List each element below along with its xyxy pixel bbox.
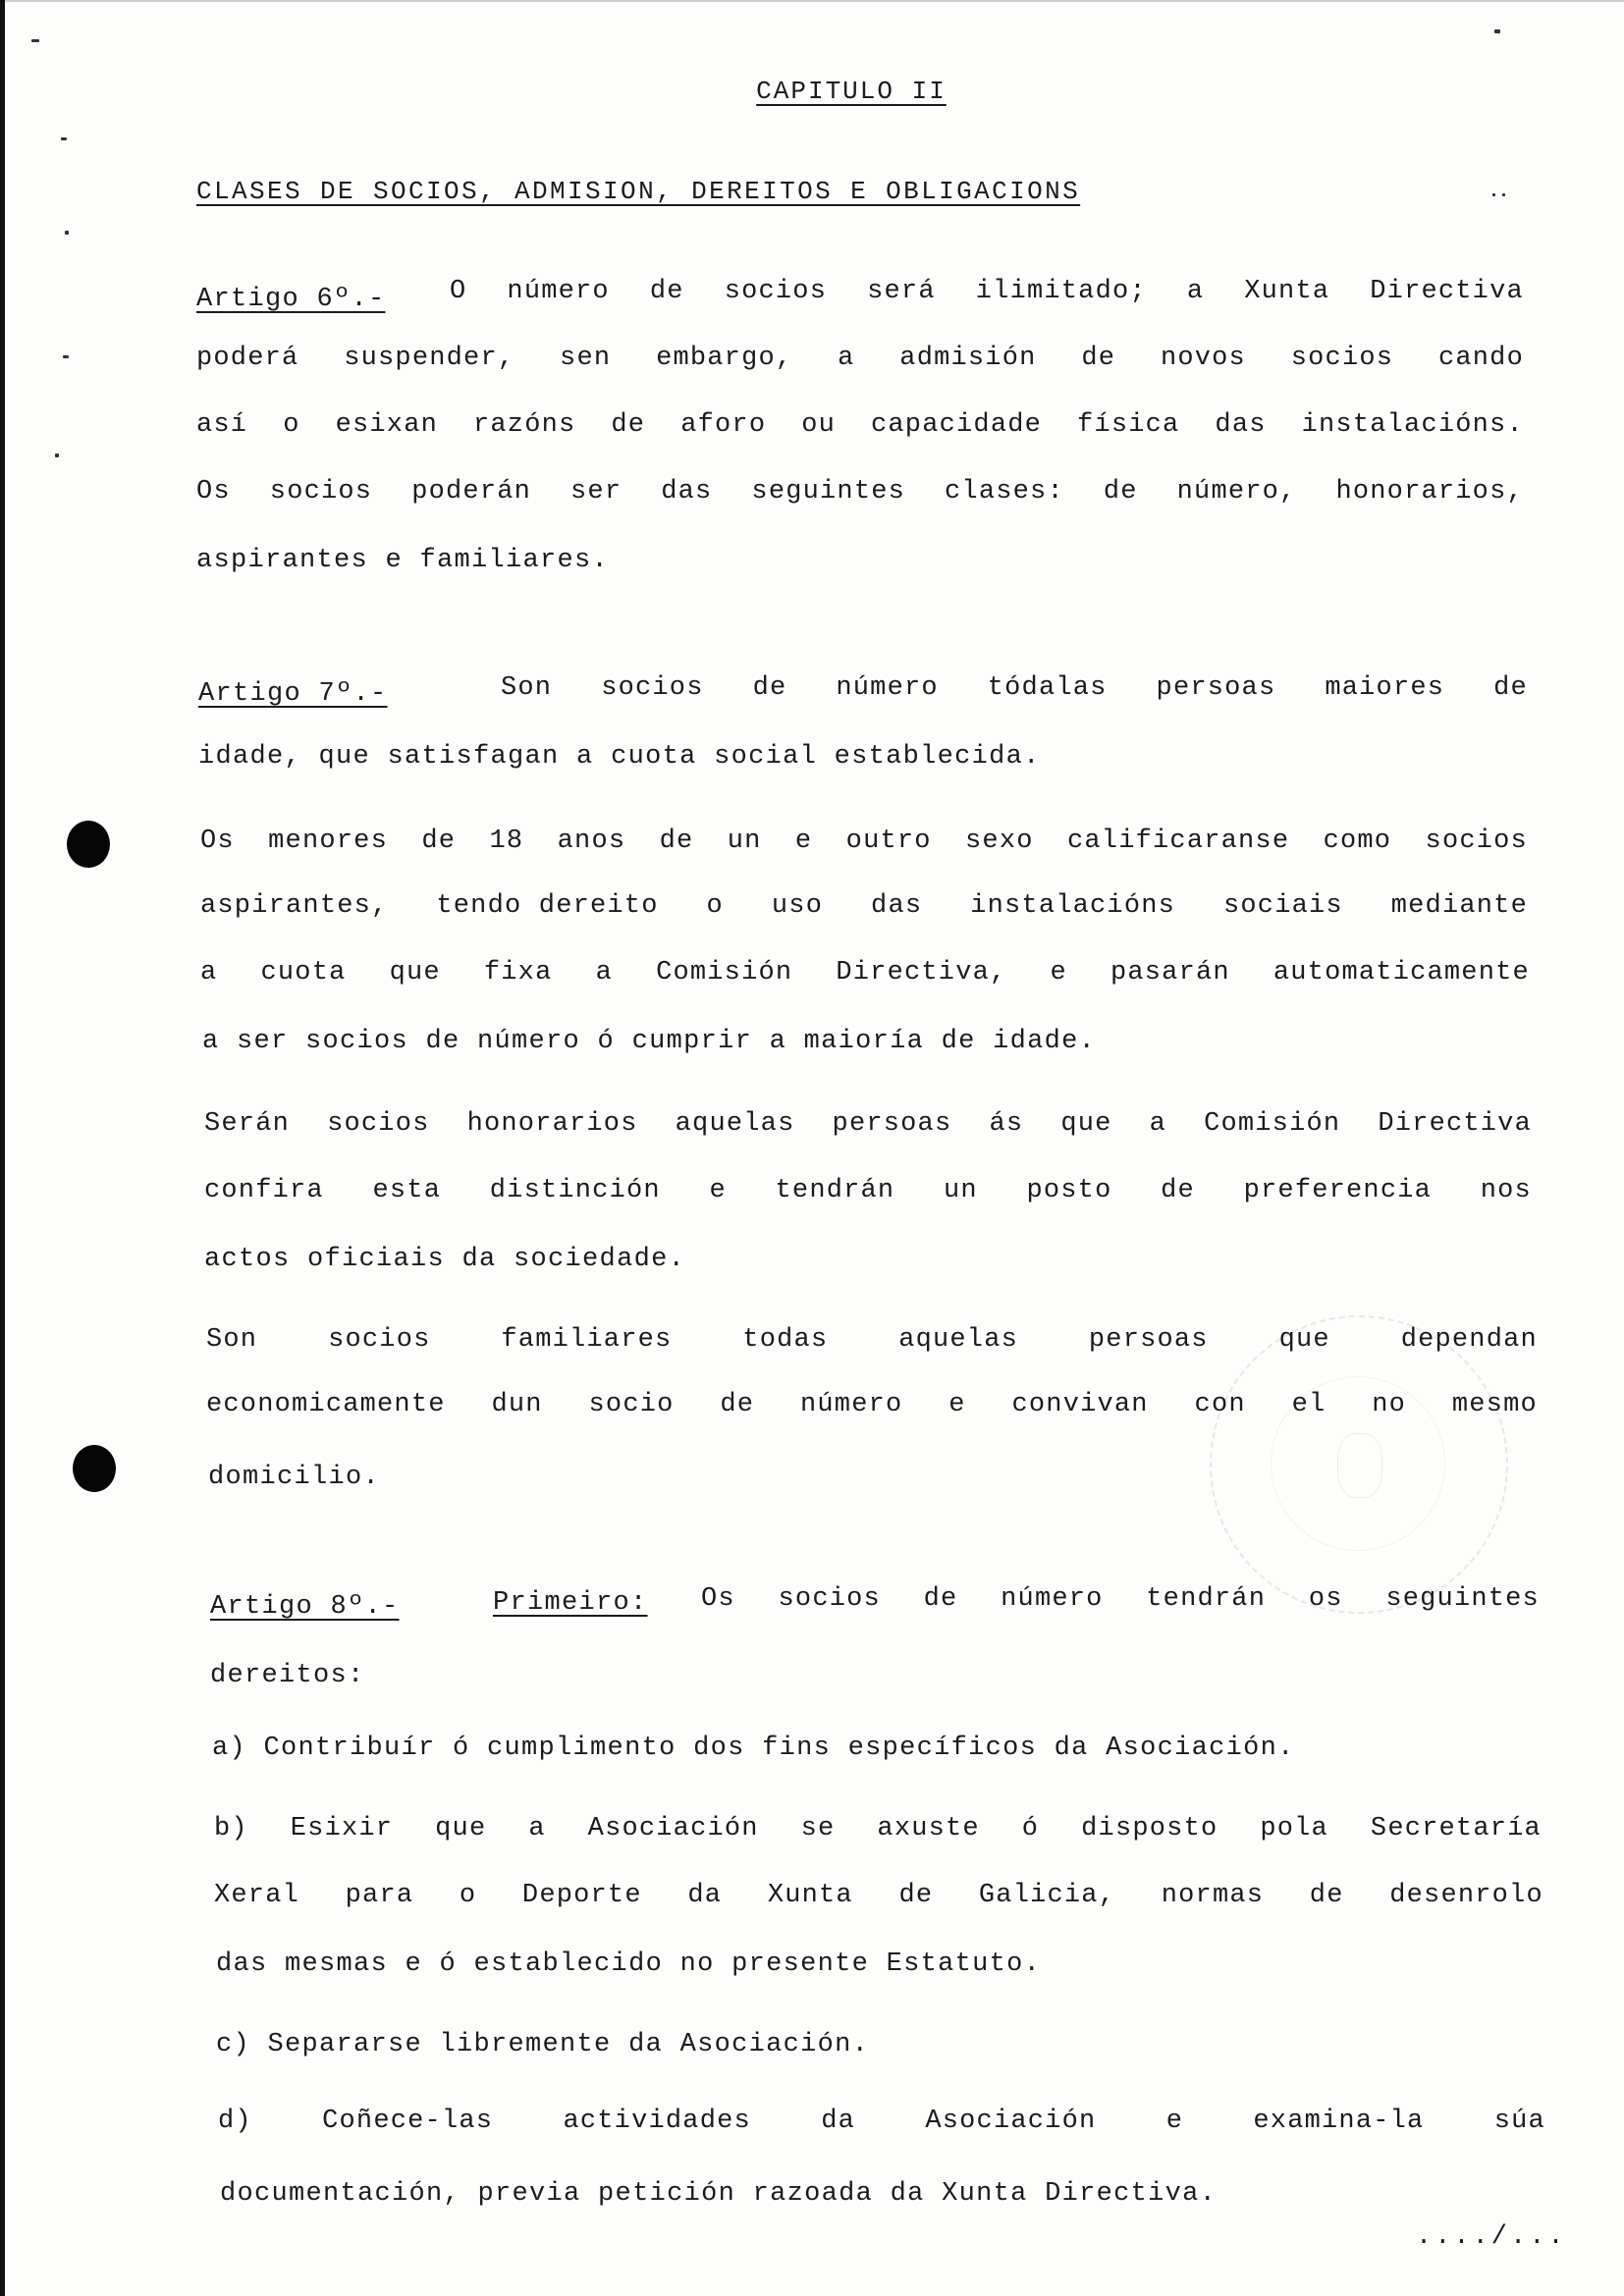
seal-emblem bbox=[1337, 1433, 1382, 1498]
word: se bbox=[800, 1814, 836, 1843]
word: de bbox=[898, 1881, 934, 1910]
article-7-line-2: idade, que satisfagan a cuota social establecida. bbox=[198, 742, 1041, 772]
chapter-title: CAPITULO II bbox=[756, 77, 947, 106]
word: socios bbox=[724, 277, 828, 306]
word: familiares bbox=[501, 1325, 673, 1355]
article-8-item-d-line-1 bbox=[218, 2107, 1545, 2136]
word: aspirantes, bbox=[200, 891, 389, 921]
word: a bbox=[595, 958, 613, 988]
word: menores bbox=[268, 827, 388, 856]
article-7-line-10 bbox=[206, 1325, 1538, 1355]
word: número bbox=[800, 1390, 903, 1419]
word: Os bbox=[196, 477, 231, 507]
word: ás bbox=[989, 1109, 1024, 1139]
word: tendrán bbox=[1146, 1584, 1267, 1614]
article-8-line-2: dereitos: bbox=[210, 1661, 365, 1690]
word: Xunta bbox=[767, 1881, 853, 1910]
word: Directiva bbox=[1370, 277, 1524, 306]
word: de bbox=[1493, 673, 1528, 703]
word: Asociación bbox=[925, 2107, 1097, 2136]
article-7-line-11 bbox=[206, 1390, 1538, 1419]
word: Comisión bbox=[1204, 1109, 1341, 1139]
word: socio bbox=[588, 1390, 675, 1419]
word: e bbox=[948, 1390, 966, 1419]
article-8-item-b-line-2 bbox=[214, 1881, 1543, 1910]
word: de bbox=[1309, 1881, 1344, 1910]
word: persoas bbox=[1088, 1325, 1209, 1355]
word: todas bbox=[742, 1325, 829, 1355]
word: cuota bbox=[260, 958, 347, 988]
word: das bbox=[1215, 410, 1267, 440]
article-8-line-1 bbox=[701, 1584, 1540, 1614]
word: o bbox=[283, 410, 300, 440]
scan-speck bbox=[61, 137, 67, 140]
word: esta bbox=[372, 1176, 442, 1205]
page-continuation-mark: ..../... bbox=[1416, 2222, 1567, 2252]
word: e bbox=[1050, 958, 1067, 988]
word: socios bbox=[1290, 344, 1394, 373]
word: socios bbox=[1425, 827, 1528, 856]
word: posto bbox=[1026, 1176, 1112, 1205]
word: actividades bbox=[563, 2107, 751, 2136]
article-7-line-12: domicilio. bbox=[208, 1463, 381, 1492]
word: desenrolo bbox=[1389, 1881, 1543, 1910]
word: cando bbox=[1437, 344, 1524, 373]
word: mediante bbox=[1390, 891, 1528, 921]
punch-hole-bottom bbox=[73, 1445, 116, 1492]
article-6-label: Artigo 6º.- bbox=[196, 285, 386, 314]
word: outro bbox=[845, 827, 932, 856]
word: das bbox=[661, 477, 713, 507]
article-7-label: Artigo 7º.- bbox=[198, 679, 388, 709]
word: súa bbox=[1493, 2107, 1545, 2136]
article-7-line-4 bbox=[200, 891, 1528, 921]
word: distinción bbox=[489, 1176, 661, 1205]
word: Os bbox=[200, 827, 235, 856]
word: poderán bbox=[411, 477, 532, 507]
word: socios bbox=[269, 477, 373, 507]
article-6-line-4 bbox=[196, 477, 1524, 507]
word: Son bbox=[501, 673, 553, 703]
word: tendo dereito bbox=[436, 891, 659, 921]
faded-seal-stamp bbox=[1210, 1315, 1508, 1614]
article-7-line-5 bbox=[200, 958, 1530, 988]
word: persoas bbox=[832, 1109, 952, 1139]
word: de bbox=[752, 673, 787, 703]
word: a bbox=[1186, 277, 1205, 306]
word: da bbox=[687, 1881, 723, 1910]
word: 18 bbox=[489, 827, 524, 856]
word: pola bbox=[1260, 1814, 1328, 1843]
word: como bbox=[1323, 827, 1392, 856]
word: que bbox=[435, 1814, 487, 1843]
word: el bbox=[1291, 1390, 1326, 1419]
word: capacidade bbox=[871, 410, 1043, 440]
word: d) bbox=[218, 2107, 252, 2136]
word: de bbox=[720, 1390, 755, 1419]
word: de bbox=[649, 277, 684, 306]
word: Galicia, bbox=[978, 1881, 1116, 1910]
word: socios bbox=[328, 1325, 431, 1355]
word: de bbox=[1161, 1176, 1195, 1205]
article-7-line-1 bbox=[501, 673, 1528, 703]
word: aquelas bbox=[898, 1325, 1019, 1355]
scan-left-edge bbox=[0, 0, 5, 2296]
article-7-line-8 bbox=[204, 1176, 1532, 1205]
word: número bbox=[1001, 1584, 1104, 1614]
word: persoas bbox=[1156, 673, 1276, 703]
word: da bbox=[821, 2107, 856, 2136]
word: Os bbox=[701, 1584, 735, 1614]
word: confira bbox=[204, 1176, 324, 1205]
scan-speck bbox=[1492, 193, 1495, 196]
word: física bbox=[1077, 410, 1180, 440]
word: no bbox=[1372, 1390, 1407, 1419]
word: e bbox=[1165, 2107, 1184, 2136]
article-8-item-d-line-2: documentación, previa petición razoada da Xunta Directiva. bbox=[220, 2179, 1218, 2209]
word: mesmo bbox=[1451, 1390, 1538, 1419]
word: sexo bbox=[965, 827, 1034, 856]
article-7-line-7 bbox=[204, 1109, 1532, 1139]
word: Directiva, bbox=[836, 958, 1007, 988]
article-7-line-6: a ser socios de número ó cumprir a maioría de idade. bbox=[202, 1027, 1097, 1056]
word: das bbox=[871, 891, 923, 921]
word: convivan bbox=[1011, 1390, 1149, 1419]
word: que bbox=[1278, 1325, 1330, 1355]
word: socios bbox=[601, 673, 704, 703]
word: honorarios bbox=[466, 1109, 638, 1139]
word: honorarios, bbox=[1335, 477, 1524, 507]
word: e bbox=[794, 827, 813, 856]
word: clases: bbox=[945, 477, 1064, 507]
word: Coñece-las bbox=[322, 2107, 494, 2136]
word: Directiva bbox=[1378, 1109, 1532, 1139]
word: fixa bbox=[483, 958, 553, 988]
scan-speck bbox=[1502, 193, 1505, 196]
word: ilimitado; bbox=[975, 277, 1147, 306]
word: que bbox=[389, 958, 441, 988]
word: de bbox=[1081, 344, 1116, 373]
scan-speck bbox=[63, 355, 69, 358]
word: disposto bbox=[1081, 1814, 1218, 1843]
word: tódalas bbox=[987, 673, 1108, 703]
word: a bbox=[1149, 1109, 1166, 1139]
word: o bbox=[706, 891, 724, 921]
word: tendrán bbox=[775, 1176, 895, 1205]
word: Comisión bbox=[656, 958, 793, 988]
word: O bbox=[450, 277, 467, 306]
word: aforo bbox=[680, 410, 767, 440]
word: normas bbox=[1161, 1881, 1265, 1910]
word: esixan bbox=[335, 410, 439, 440]
word: calificaranse bbox=[1067, 827, 1290, 856]
section-title: CLASES DE SOCIOS, ADMISION, DEREITOS E OBLIGACIONS bbox=[196, 177, 1081, 206]
word: a bbox=[200, 958, 218, 988]
article-8-item-a: a) Contribuír ó cumplimento dos fins específicos da Asociación. bbox=[212, 1734, 1295, 1763]
word: admisión bbox=[899, 344, 1037, 373]
word: instalacións bbox=[970, 891, 1176, 921]
article-7-line-3 bbox=[200, 827, 1528, 856]
scan-speck bbox=[1494, 29, 1500, 33]
word: de bbox=[611, 410, 646, 440]
word: seguintes bbox=[751, 477, 906, 507]
word: número, bbox=[1176, 477, 1297, 507]
word: aquelas bbox=[675, 1109, 795, 1139]
word: un bbox=[944, 1176, 978, 1205]
word: Son bbox=[206, 1325, 258, 1355]
word: automaticamente bbox=[1272, 958, 1530, 988]
word: ou bbox=[801, 410, 837, 440]
article-8-item-c: c) Separarse libremente da Asociación. bbox=[216, 2030, 870, 2059]
word: Esixir bbox=[290, 1814, 394, 1843]
article-8-item-b-line-3: das mesmas e ó establecido no presente Estatuto. bbox=[216, 1949, 1042, 1979]
word: Xunta bbox=[1244, 277, 1330, 306]
word: b) bbox=[214, 1814, 248, 1843]
word: dun bbox=[491, 1390, 543, 1419]
word: Asociación bbox=[587, 1814, 759, 1843]
word: socios bbox=[778, 1584, 881, 1614]
word: anos bbox=[557, 827, 626, 856]
article-6-line-1 bbox=[450, 277, 1524, 306]
word: maiores bbox=[1325, 673, 1445, 703]
article-8-item-b-line-1 bbox=[214, 1814, 1542, 1843]
word: o bbox=[459, 1881, 477, 1910]
article-6-line-5: aspirantes e familiares. bbox=[196, 546, 610, 575]
word: economicamente bbox=[206, 1390, 446, 1419]
word: sociais bbox=[1222, 891, 1343, 921]
punch-hole-top bbox=[67, 821, 110, 868]
word: e bbox=[709, 1176, 727, 1205]
word: ó bbox=[1021, 1814, 1040, 1843]
word: de bbox=[659, 827, 694, 856]
word: razóns bbox=[473, 410, 576, 440]
word: de bbox=[1103, 477, 1138, 507]
word: así bbox=[196, 410, 248, 440]
article-6-line-2 bbox=[196, 344, 1524, 373]
article-7-line-9: actos oficiais da sociedade. bbox=[204, 1245, 686, 1274]
word: pasarán bbox=[1110, 958, 1230, 988]
word: Serán bbox=[204, 1109, 291, 1139]
word: embargo, bbox=[656, 344, 793, 373]
word: número bbox=[507, 277, 610, 306]
scan-speck bbox=[65, 231, 69, 235]
word: Deporte bbox=[521, 1881, 642, 1910]
word: será bbox=[867, 277, 936, 306]
word: de bbox=[421, 827, 457, 856]
article-6-line-3 bbox=[196, 410, 1524, 440]
word: Secretaría bbox=[1370, 1814, 1542, 1843]
word: Xeral bbox=[214, 1881, 300, 1910]
word: examina-la bbox=[1253, 2107, 1425, 2136]
word: para bbox=[345, 1881, 414, 1910]
word: os bbox=[1308, 1584, 1343, 1614]
word: poderá bbox=[196, 344, 299, 373]
word: a bbox=[528, 1814, 546, 1843]
scan-speck bbox=[55, 454, 59, 457]
word: socios bbox=[327, 1109, 430, 1139]
word: ser bbox=[570, 477, 623, 507]
word: preferencia bbox=[1243, 1176, 1433, 1205]
word: dependan bbox=[1400, 1325, 1538, 1355]
article-8-label: Artigo 8º.- bbox=[210, 1592, 400, 1622]
word: que bbox=[1060, 1109, 1112, 1139]
word: suspender, bbox=[344, 344, 515, 373]
word: instalacións. bbox=[1301, 410, 1524, 440]
word: uso bbox=[771, 891, 824, 921]
word: seguintes bbox=[1385, 1584, 1540, 1614]
scan-top-edge bbox=[0, 0, 1624, 2]
word: a bbox=[838, 344, 855, 373]
word: novos bbox=[1160, 344, 1246, 373]
word: un bbox=[727, 827, 762, 856]
word: número bbox=[836, 673, 939, 703]
word: nos bbox=[1480, 1176, 1532, 1205]
word: con bbox=[1194, 1390, 1246, 1419]
article-8-primeiro: Primeiro: bbox=[493, 1588, 648, 1618]
word: sen bbox=[560, 344, 612, 373]
scan-speck bbox=[31, 39, 39, 42]
word: axuste bbox=[877, 1814, 980, 1843]
word: de bbox=[923, 1584, 958, 1614]
